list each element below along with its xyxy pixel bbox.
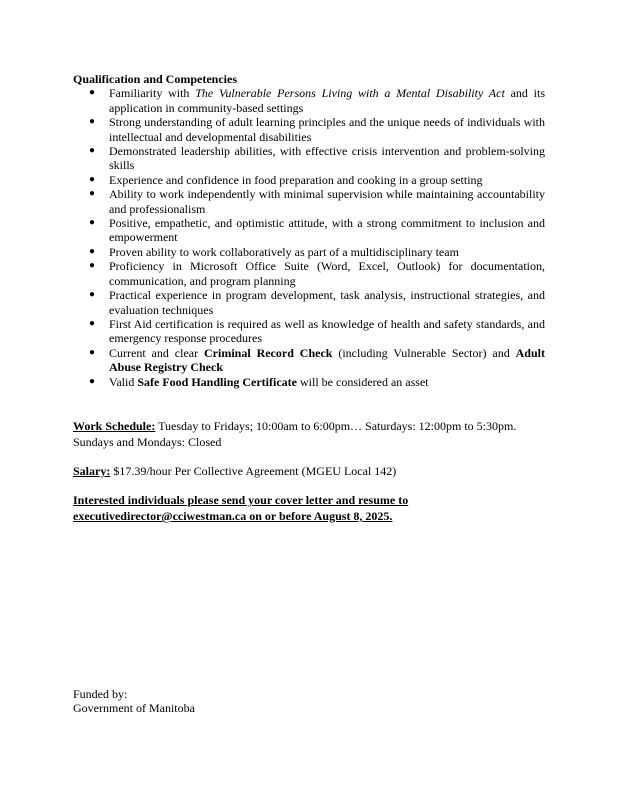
list-item [89, 187, 545, 216]
bullet-icon: ● [89, 317, 96, 329]
bullet-icon: ● [89, 145, 96, 157]
list-item [89, 144, 545, 173]
bullet-icon: ● [89, 260, 96, 272]
item-text: Positive, empathetic, and optimistic attitude, with a strong commitment to inclusion and empowerment [109, 216, 545, 245]
bullet-icon: ● [89, 188, 96, 200]
list-item [89, 259, 545, 288]
salary-text: $17.39/hour Per Collective Agreement (MGEU Local 142) [110, 463, 397, 478]
apply-line: Interested individuals please send your cover letter and resume to [73, 492, 409, 507]
application-instructions [73, 492, 545, 524]
list-item [89, 172, 545, 187]
bullet-icon: ● [89, 245, 96, 257]
funded-by-label: Funded by: [73, 687, 128, 701]
item-text: (including Vulnerable Sector) and [332, 345, 516, 360]
item-text: Proficiency in Microsoft Office Suite (Word, Excel, Outlook) for documentation, communication, and program planning [109, 259, 545, 288]
work-schedule-hours: Tuesday to Fridays; 10:00am to 6:00pm… Saturdays: 12:00pm to 5:30pm. [155, 418, 517, 433]
food-handling-certificate: Safe Food Handling Certificate [137, 374, 297, 389]
funder-name: Government of Manitoba [73, 701, 195, 716]
work-schedule-label: Work Schedule: [73, 418, 156, 433]
item-text: Ability to work independently with minimal supervision while maintaining accountability and professionalism [109, 187, 545, 216]
item-text: Demonstrated leadership abilities, with effective crisis intervention and problem-solving skills [109, 144, 545, 173]
qualifications-heading: Qualification and Competencies [73, 72, 237, 86]
qualifications-list [73, 86, 545, 389]
item-text: will be considered an asset [297, 374, 429, 389]
act-title: The Vulnerable Persons Living with a Mental Disability Act [195, 86, 505, 101]
work-schedule-closed: Sundays and Mondays: Closed [73, 434, 222, 449]
criminal-record-check: Criminal Record Check [204, 345, 333, 360]
list-item [89, 244, 545, 259]
list-item [89, 86, 545, 115]
item-text: Strong understanding of adult learning principles and the unique needs of individuals with intellectual and developmental disabilities [109, 115, 545, 144]
item-text: and its application in community-based settings [109, 86, 545, 115]
bullet-icon: ● [89, 116, 96, 128]
abuse-registry-check: Adult Abuse Registry Check [109, 345, 545, 375]
list-item [89, 288, 545, 317]
list-item [89, 316, 545, 346]
item-text: Current and clear [109, 345, 204, 360]
bullet-icon: ● [89, 87, 96, 99]
funding-note [73, 687, 195, 716]
item-text: Proven ability to work collaboratively as part of a multidisciplinary team [109, 244, 459, 259]
document-body [73, 72, 545, 524]
list-item [89, 374, 545, 389]
bullet-icon: ● [89, 375, 96, 387]
item-text: Experience and confidence in food preparation and cooking in a group setting [109, 172, 483, 187]
work-schedule [73, 418, 545, 450]
item-text: Valid [109, 374, 138, 389]
salary [73, 463, 545, 479]
list-item [89, 115, 545, 144]
salary-label: Salary: [73, 463, 111, 478]
item-text: Practical experience in program development, task analysis, instructional strategies, and evaluation techniques [109, 288, 545, 317]
bullet-icon: ● [89, 217, 96, 229]
apply-email-line[interactable]: executivedirector@cciwestman.ca on or before August 8, 2025. [73, 508, 393, 523]
list-item [89, 216, 545, 245]
item-text: First Aid certification is required as well as knowledge of health and safety standards, and emergency response procedures [109, 316, 545, 346]
item-text: Familiarity with [109, 86, 196, 101]
bullet-icon: ● [89, 173, 96, 185]
bullet-icon: ● [89, 346, 96, 358]
bullet-icon: ● [89, 289, 96, 301]
list-item [89, 345, 545, 375]
